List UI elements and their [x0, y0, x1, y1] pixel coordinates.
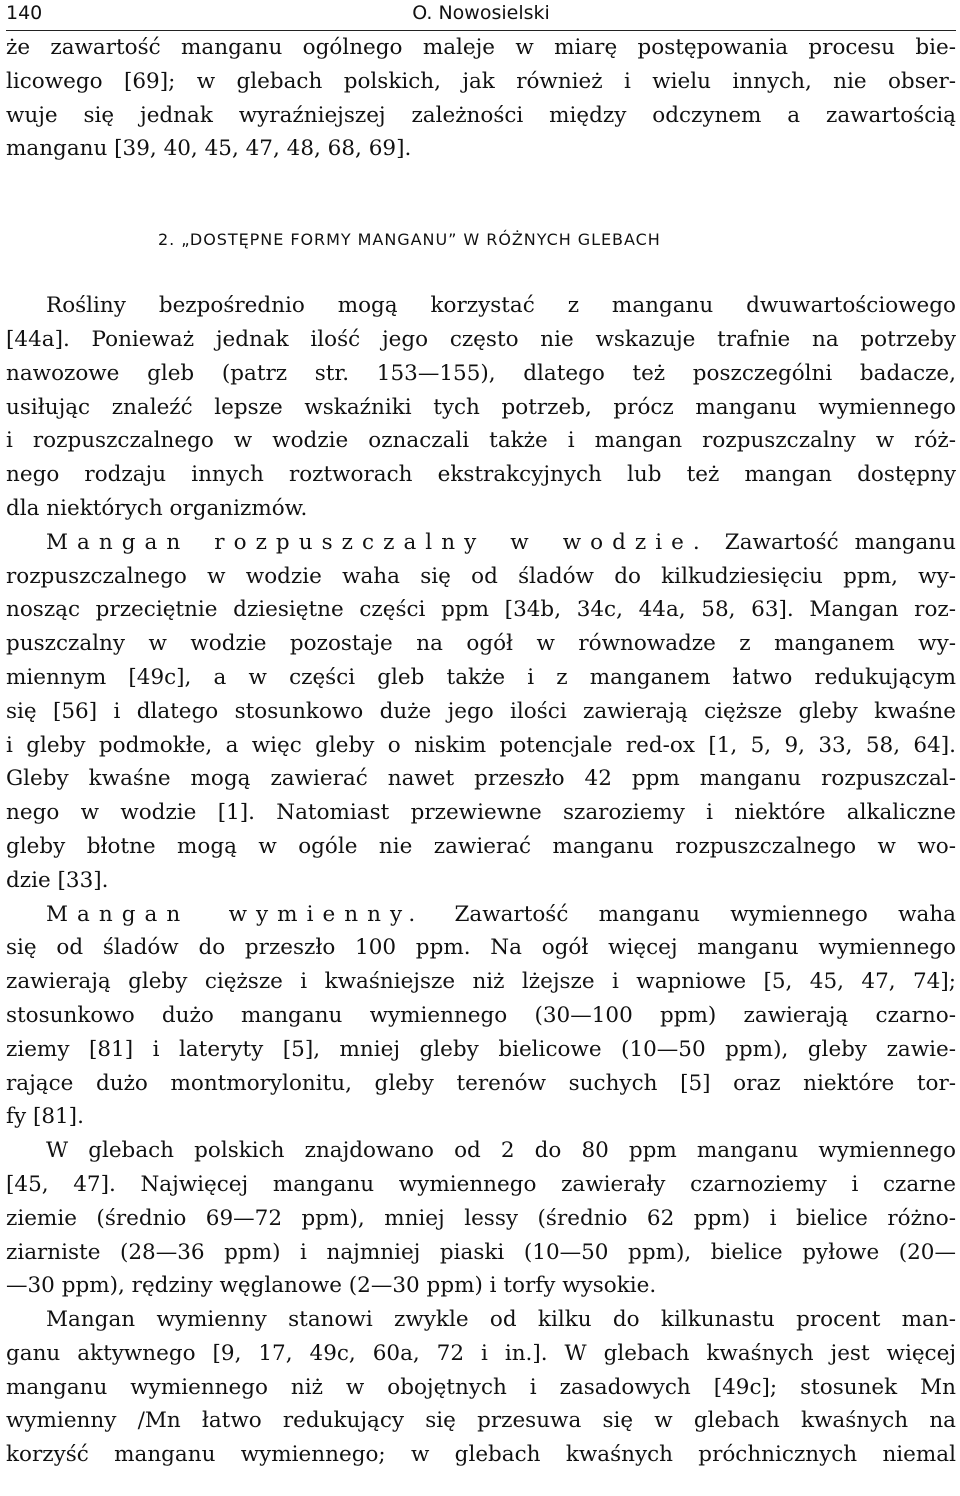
text-line: ganu aktywnego [9, 17, 49c, 60a, 72 i in.]. W glebach kwaśnych jest więcej: [6, 1340, 956, 1366]
text-line: Mangan wymienny stanowi zwykle od kilku do kilkunastu procent man-: [46, 1307, 956, 1333]
text-line: że zawartość manganu ogólnego maleje w miarę postępowania procesu bie-: [6, 35, 956, 60]
text-line: i rozpuszczalnego w wodzie oznaczali także i mangan rozpuszczalny w róż-: [6, 428, 956, 454]
text-line: miennym [49c], a w części gleb także i z manganem łatwo redukującym: [6, 664, 956, 690]
text-line: zawierają gleby cięższe i kwaśniejsze niż lżejsze i wapniowe [5, 45, 47, 74];: [6, 969, 956, 995]
paragraph-water-soluble-manganese: [6, 526, 956, 898]
spaced-term: Mangan wymienny.: [46, 901, 425, 927]
spaced-term: Mangan rozpuszczalny w wodzie.: [46, 529, 709, 555]
text-line: rozpuszczalnego w wodzie waha się od śladów do kilkudziesięciu ppm, wy-: [6, 563, 956, 589]
paragraph-available-manganese: [6, 289, 956, 526]
text-line: fy [81].: [6, 1104, 84, 1130]
text-line: —30 ppm), rędziny węglanowe (2—30 ppm) i torfy wysokie.: [6, 1273, 657, 1299]
text-line: licowego [69]; w glebach polskich, jak również i wielu innych, nie obser-: [6, 68, 956, 94]
text-line: W glebach polskich znajdowano od 2 do 80 ppm manganu wymiennego: [46, 1138, 956, 1164]
running-author: O. Nowosielski: [412, 2, 550, 24]
page-number: 140: [6, 2, 43, 24]
text-line: nego w wodzie [1]. Natomiast przewiewne szaroziemy i niektóre alkaliczne: [6, 800, 956, 826]
text-line: gleby błotne mogą w ogóle nie zawierać manganu rozpuszczalnego w wo-: [6, 833, 956, 859]
line-rest: Zawartość manganu wymiennego waha: [454, 901, 956, 927]
text-line: dla niektórych organizmów.: [6, 495, 308, 521]
text-line: manganu wymiennego niż w obojętnych i zasadowych [49c]; stosunek Mn: [6, 1374, 956, 1400]
paragraph-exchangeable-manganese: [6, 898, 956, 1135]
text-line: usiłując znaleźć lepsze wskaźniki tych potrzeb, prócz manganu wymiennego: [6, 394, 956, 420]
text-line: dzie [33].: [6, 867, 109, 893]
text-line: się od śladów do przeszło 100 ppm. Na ogół więcej manganu wymiennego: [6, 935, 956, 961]
page: [6, 0, 956, 1472]
text-line: manganu [39, 40, 45, 47, 48, 68, 69].: [6, 136, 412, 162]
text-line: stosunkowo dużo manganu wymiennego (30—100 ppm) zawierają czarno-: [6, 1002, 956, 1028]
text-line: puszczalny w wodzie pozostaje na ogół w równowadze z manganem wy-: [6, 631, 956, 657]
text-line: korzyść manganu wymiennego; w glebach kwaśnych próchnicznych niemal: [6, 1442, 956, 1468]
paragraph-active-manganese: [6, 1303, 956, 1472]
text-line: i gleby podmokłe, a więc gleby o niskim potencjale red-ox [1, 5, 9, 33, 58, 64].: [6, 732, 956, 758]
text-line: wymienny /Mn łatwo redukujący się przesuwa się w glebach kwaśnych na: [6, 1408, 956, 1434]
line-rest: Zawartość manganu: [724, 529, 956, 555]
text-line: ziemy [81] i lateryty [5], mniej gleby bielicowe (10—50 ppm), gleby zawie-: [6, 1036, 956, 1062]
page-body: [6, 31, 956, 1472]
text-line: [6, 526, 956, 560]
text-line: wuje się jednak wyraźniejszej zależności między odczynem a zawartością: [6, 102, 956, 128]
text-line: nego rodzaju innych roztworach ekstrakcyjnych lub też mangan dostępny: [6, 462, 956, 488]
text-line: ziemie (średnio 69—72 ppm), mniej lessy (średnio 62 ppm) i bielice różno-: [6, 1205, 956, 1231]
intro-paragraph: [6, 31, 956, 166]
running-header: [6, 0, 956, 31]
text-line: [45, 47]. Najwięcej manganu wymiennego zawierały czarnoziemy i czarne: [6, 1171, 956, 1197]
section-heading: 2. „DOSTĘPNE FORMY MANGANU” W RÓŻNYCH GLEBACH: [158, 230, 661, 250]
text-line: nosząc przeciętnie dziesiętne części ppm [34b, 34c, 44a, 58, 63]. Mangan roz-: [6, 597, 956, 623]
paragraph-polish-soils: [6, 1134, 956, 1303]
text-line: [6, 898, 956, 932]
text-line: Gleby kwaśne mogą zawierać nawet przeszło 42 ppm manganu rozpuszczal-: [6, 766, 956, 792]
text-line: się [56] i dlatego stosunkowo duże jego ilości zawierają cięższe gleby kwaśne: [6, 698, 956, 724]
text-line: nawozowe gleb (patrz str. 153—155), dlatego też poszczególni badacze,: [6, 360, 956, 386]
text-line: [44a]. Ponieważ jednak ilość jego często nie wskazuje trafnie na potrzeby: [6, 326, 956, 352]
text-line: rające dużo montmorylonitu, gleby terenów suchych [5] oraz niektóre tor-: [6, 1070, 956, 1096]
text-line: ziarniste (28—36 ppm) i najmniej piaski (10—50 ppm), bielice pyłowe (20—: [6, 1239, 956, 1265]
text-line: Rośliny bezpośrednio mogą korzystać z manganu dwuwartościowego: [46, 293, 956, 319]
